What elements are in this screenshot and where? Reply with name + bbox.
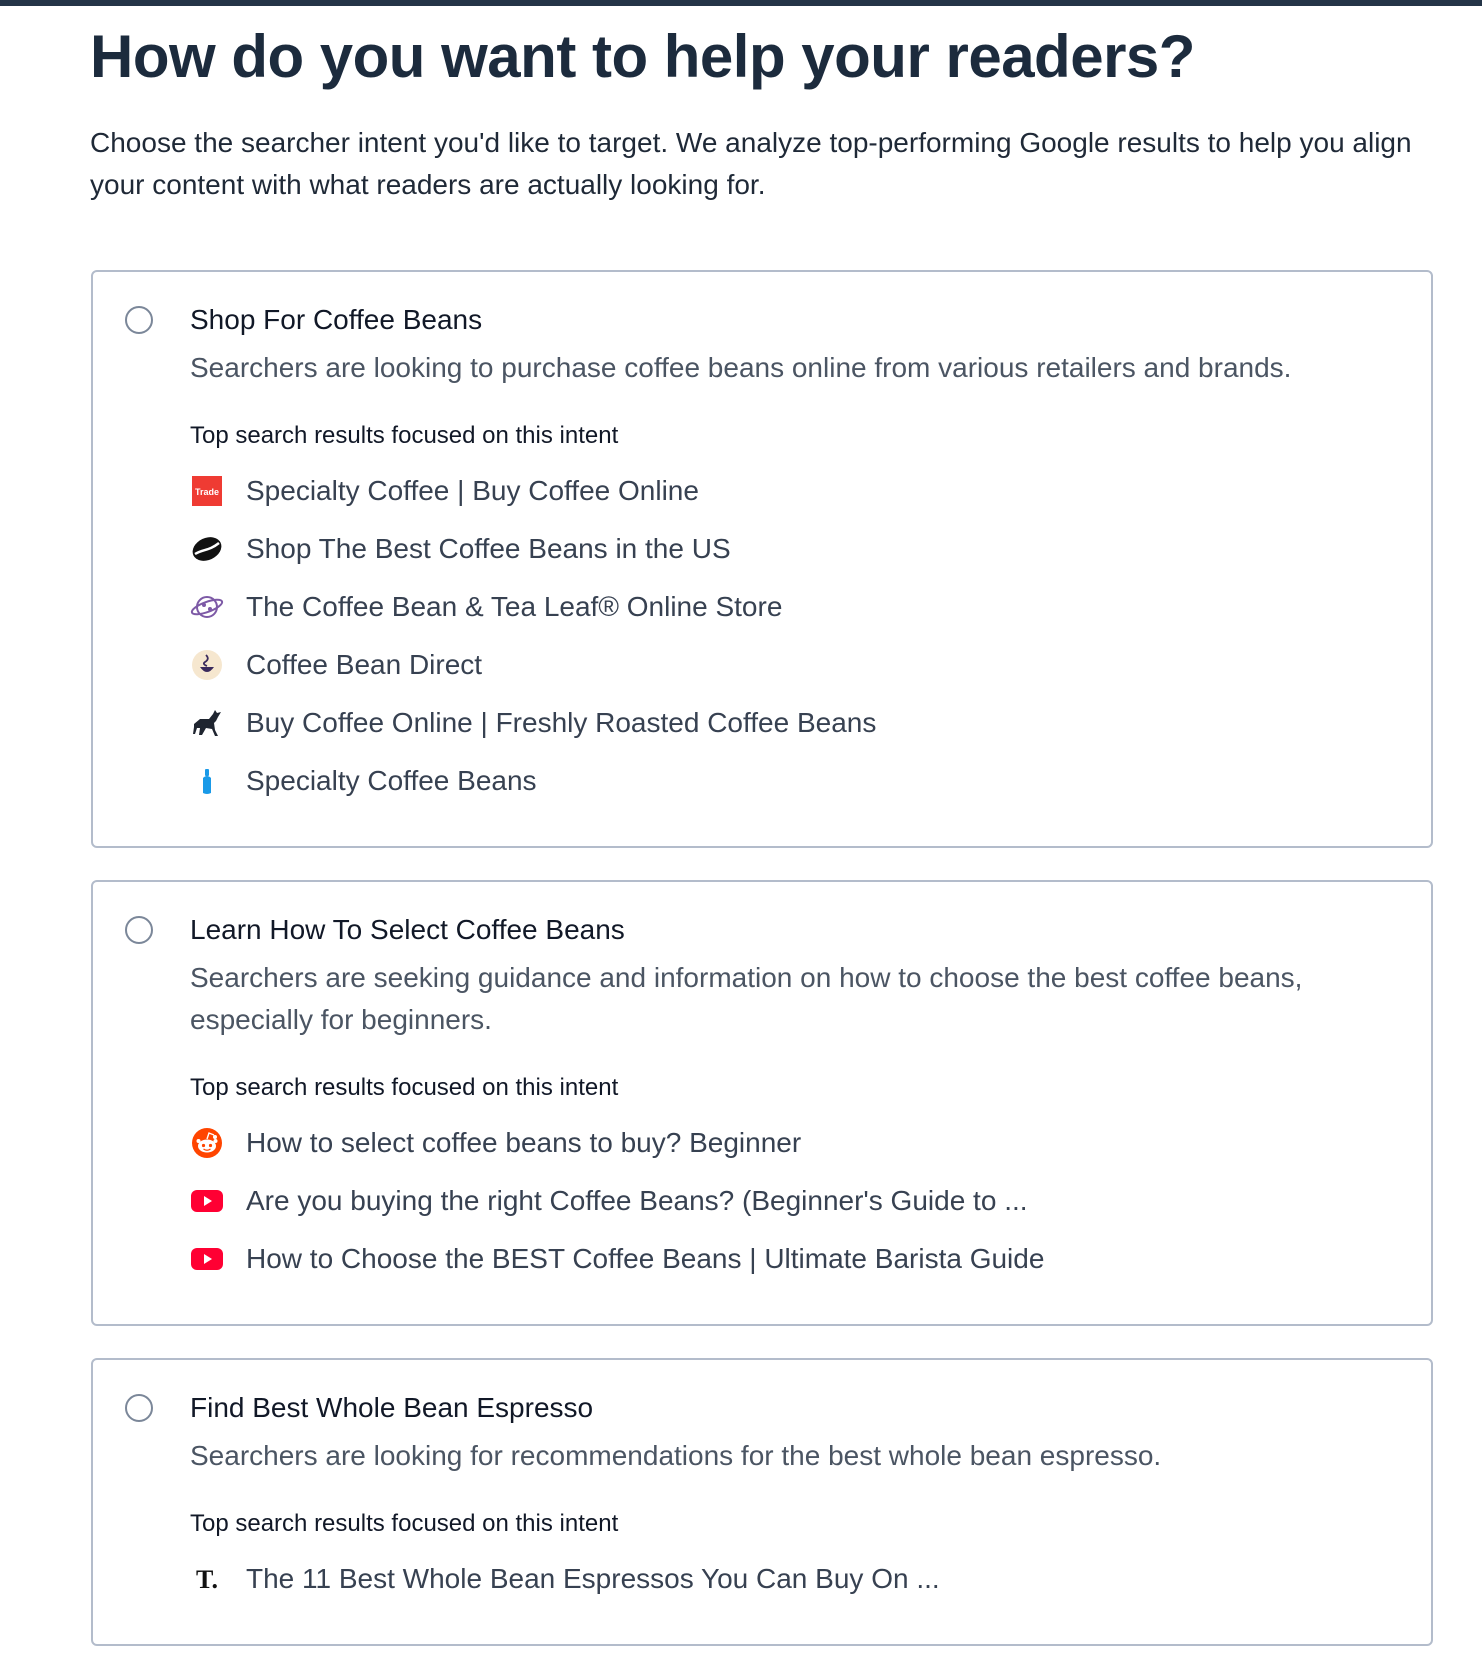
intent-title: Shop For Coffee Beans — [190, 304, 483, 335]
result-item[interactable] — [190, 520, 876, 578]
result-title[interactable]: Buy Coffee Online | Freshly Roasted Coffee Beans — [246, 707, 877, 738]
goat-logo-icon — [190, 706, 224, 740]
result-item[interactable] — [190, 636, 876, 694]
result-item[interactable] — [190, 1172, 1044, 1230]
intent-radio[interactable] — [125, 306, 153, 334]
results-heading: Top search results focused on this intent — [190, 1510, 619, 1537]
result-item[interactable] — [190, 1230, 1044, 1288]
result-title[interactable]: How to select coffee beans to buy? Beginner — [246, 1127, 802, 1158]
trade-logo-icon — [190, 474, 224, 508]
results-list — [190, 1114, 1044, 1288]
intent-radio[interactable] — [125, 1394, 153, 1422]
result-item[interactable] — [190, 752, 876, 810]
youtube-logo-icon — [190, 1242, 224, 1276]
blue-bottle-logo-icon — [190, 764, 224, 798]
result-item[interactable] — [190, 694, 876, 752]
coffee-bean-direct-logo-icon — [190, 648, 224, 682]
results-heading: Top search results focused on this intent — [190, 1074, 619, 1101]
intent-card-learn-how-to-select-coffee-beans[interactable] — [91, 880, 1433, 1326]
nyt-logo-text: T. — [196, 1565, 218, 1594]
top-bar — [0, 0, 1482, 6]
intent-card-shop-for-coffee-beans[interactable] — [91, 270, 1433, 848]
result-item[interactable] — [190, 1550, 940, 1608]
result-title[interactable]: Are you buying the right Coffee Beans? (Beginner's Guide to ... — [246, 1185, 1028, 1216]
reddit-logo-icon — [190, 1126, 224, 1160]
intent-title: Find Best Whole Bean Espresso — [190, 1392, 594, 1423]
results-list — [190, 462, 876, 810]
results-heading: Top search results focused on this intent — [190, 422, 619, 449]
intent-title: Learn How To Select Coffee Beans — [190, 914, 625, 945]
result-item[interactable] — [190, 462, 876, 520]
intent-description: Searchers are looking for recommendations for the best whole bean espresso. — [190, 1440, 1162, 1471]
intent-radio[interactable] — [125, 916, 153, 944]
result-title[interactable]: Coffee Bean Direct — [246, 649, 483, 680]
intent-card-find-best-whole-bean-espresso[interactable] — [91, 1358, 1433, 1646]
result-title[interactable]: Specialty Coffee Beans — [246, 765, 537, 796]
intent-description: Searchers are seeking guidance and information on how to choose the best coffee beans, especially for beginners. — [190, 962, 1303, 1035]
result-title[interactable]: Specialty Coffee | Buy Coffee Online — [246, 475, 699, 506]
result-title[interactable]: The Coffee Bean & Tea Leaf® Online Store — [246, 591, 783, 622]
result-item[interactable] — [190, 578, 876, 636]
youtube-logo-icon — [190, 1184, 224, 1218]
result-title[interactable]: How to Choose the BEST Coffee Beans | Ultimate Barista Guide — [246, 1243, 1045, 1274]
intent-description: Searchers are looking to purchase coffee beans online from various retailers and brands. — [190, 352, 1292, 383]
result-item[interactable] — [190, 1114, 1044, 1172]
nyt-logo-icon — [190, 1562, 224, 1596]
result-title[interactable]: The 11 Best Whole Bean Espressos You Can Buy On ... — [246, 1563, 940, 1594]
results-list — [190, 1550, 940, 1608]
trade-logo-text: Trade — [194, 487, 220, 497]
page-subtitle: Choose the searcher intent you'd like to target. We analyze top-performing Google results to help you align your content with what readers are actually looking for. — [90, 127, 1412, 200]
coffee-bean-tea-leaf-logo-icon — [190, 590, 224, 624]
coffee-bean-icon — [190, 532, 224, 566]
page-title: How do you want to help your readers? — [90, 23, 1195, 90]
result-title[interactable]: Shop The Best Coffee Beans in the US — [246, 533, 731, 564]
